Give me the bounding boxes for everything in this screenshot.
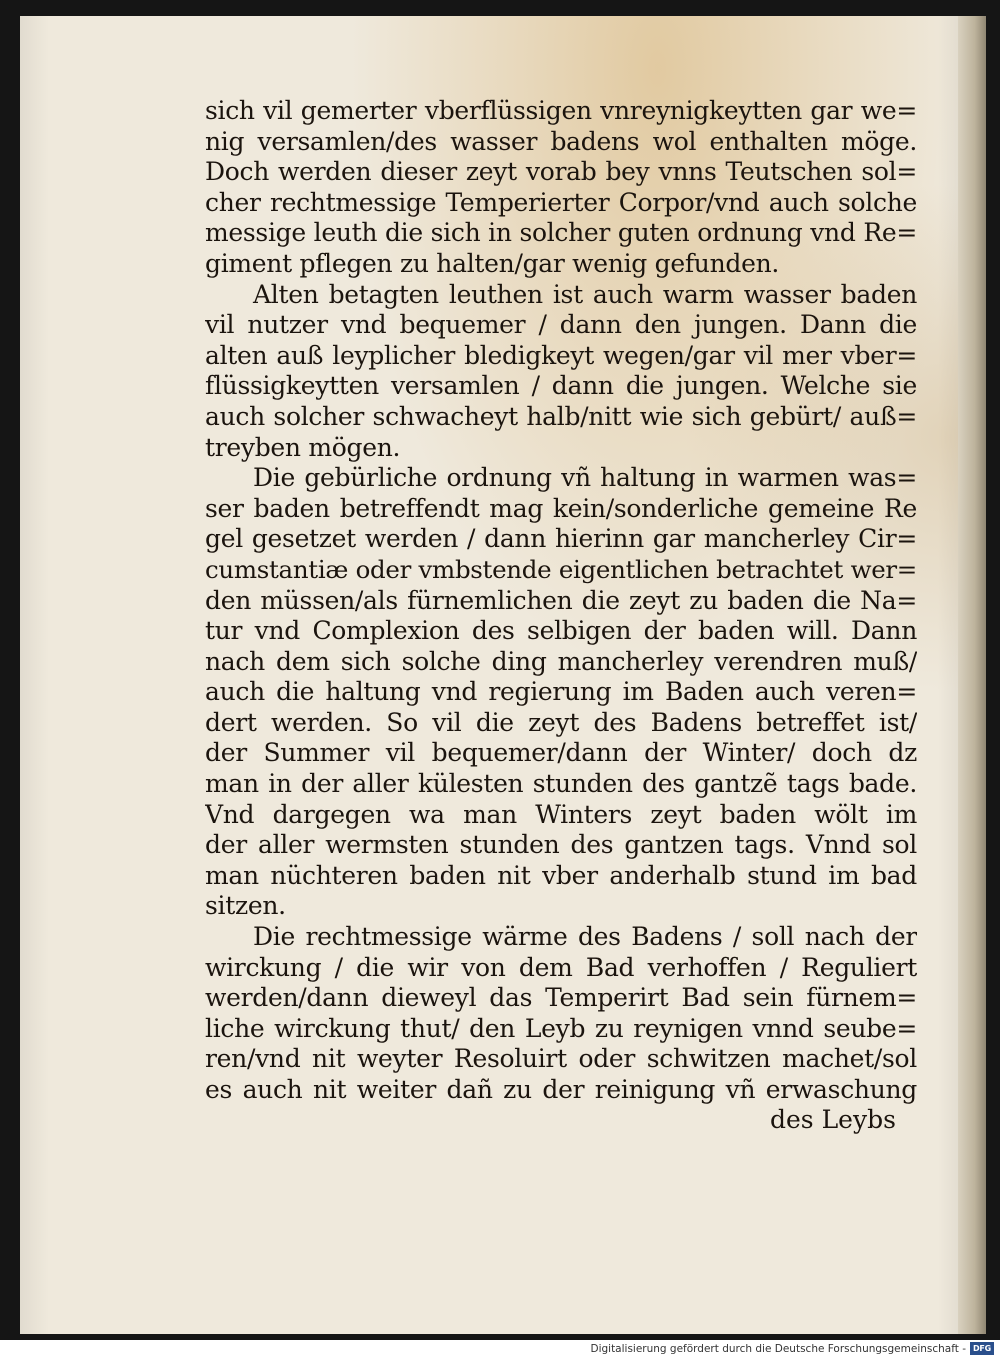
text-line: ren/vnd nit weyter Resoluirt oder schwitzen machet/sol	[205, 1044, 917, 1074]
text-line: cumstantiæ oder vmbstende eigentlichen betrachtet wer=	[205, 554, 917, 584]
text-line: man nüchteren baden nit vber anderhalb stund im bad	[205, 860, 917, 890]
text-line: Die gebürliche ordnung vñ haltung in warmen was=	[253, 463, 917, 493]
text-line: tur vnd Complexion des selbigen der baden will. Dann	[205, 616, 917, 646]
text-line: treyben mögen.	[205, 432, 401, 462]
text-line: gel gesetzet werden / dann hierinn gar mancherley Cir=	[205, 524, 917, 554]
text-line: sitzen.	[205, 891, 286, 921]
text-line: giment pflegen zu halten/gar wenig gefunden.	[205, 248, 780, 278]
text-line: liche wirckung thut/ den Leyb zu reynigen vnnd seube=	[205, 1013, 917, 1043]
page-edge	[958, 16, 986, 1334]
text-line: flüssigkeytten versamlen / dann die jungen. Welche sie	[205, 371, 917, 401]
text-line: auch die haltung vnd regierung im Baden auch veren=	[205, 677, 917, 707]
text-line: Vnd dargegen wa man Winters zeyt baden wölt im	[205, 799, 917, 829]
text-line: der aller wermsten stunden des gantzen tags. Vnnd sol	[205, 830, 917, 860]
dfg-logo-icon: DFG	[970, 1342, 994, 1355]
text-line: den müssen/als fürnemlichen die zeyt zu baden die Na=	[205, 585, 917, 615]
text-line: Alten betagten leuthen ist auch warm wasser baden	[253, 279, 917, 309]
text-line: messige leuth die sich in solcher guten ordnung vnd Re=	[205, 218, 917, 248]
text-line: cher rechtmessige Temperierter Corpor/vnd auch solche	[205, 187, 917, 217]
text-line: werden/dann dieweyl das Temperirt Bad sein fürnem=	[205, 983, 917, 1013]
text-line: es auch nit weiter dañ zu der reinigung vñ erwaschung	[205, 1075, 917, 1104]
text-line: man in der aller külesten stunden des gantzẽ tags bade.	[205, 769, 917, 799]
text-line: nach dem sich solche ding mancherley verendren muß/	[205, 646, 917, 676]
text-line: vil nutzer vnd bequemer / dann den jungen. Dann die	[205, 310, 917, 340]
body-text	[205, 96, 917, 1106]
text-line: wirckung / die wir von dem Bad verhoffen / Reguliert	[205, 952, 917, 982]
text-line: dert werden. So vil die zeyt des Badens betreffet ist/	[205, 707, 917, 737]
text-line: Doch werden dieser zeyt vorab bey vnns Teutschen sol=	[205, 157, 917, 187]
text-line: der Summer vil bequemer/dann der Winter/ doch dz	[205, 738, 917, 768]
text-line: nig versamlen/des wasser badens wol enthalten möge.	[205, 126, 917, 156]
funding-credit: Digitalisierung gefördert durch die Deutsche Forschungsgemeinschaft -	[590, 1343, 966, 1355]
catchword: des Leybs	[770, 1105, 896, 1134]
text-line: auch solcher schwacheyt halb/nitt wie sich gebürt/ auß=	[205, 401, 917, 431]
text-line: sich vil gemerter vberflüssigen vnreynigkeytten gar we=	[205, 96, 917, 125]
text-line: ser baden betreffendt mag kein/sonderliche gemeine Re	[205, 493, 917, 523]
text-line: alten auß leyplicher bledigkeyt wegen/gar vil mer vber=	[205, 340, 917, 370]
text-line: Die rechtmessige wärme des Badens / soll nach der	[253, 922, 917, 952]
